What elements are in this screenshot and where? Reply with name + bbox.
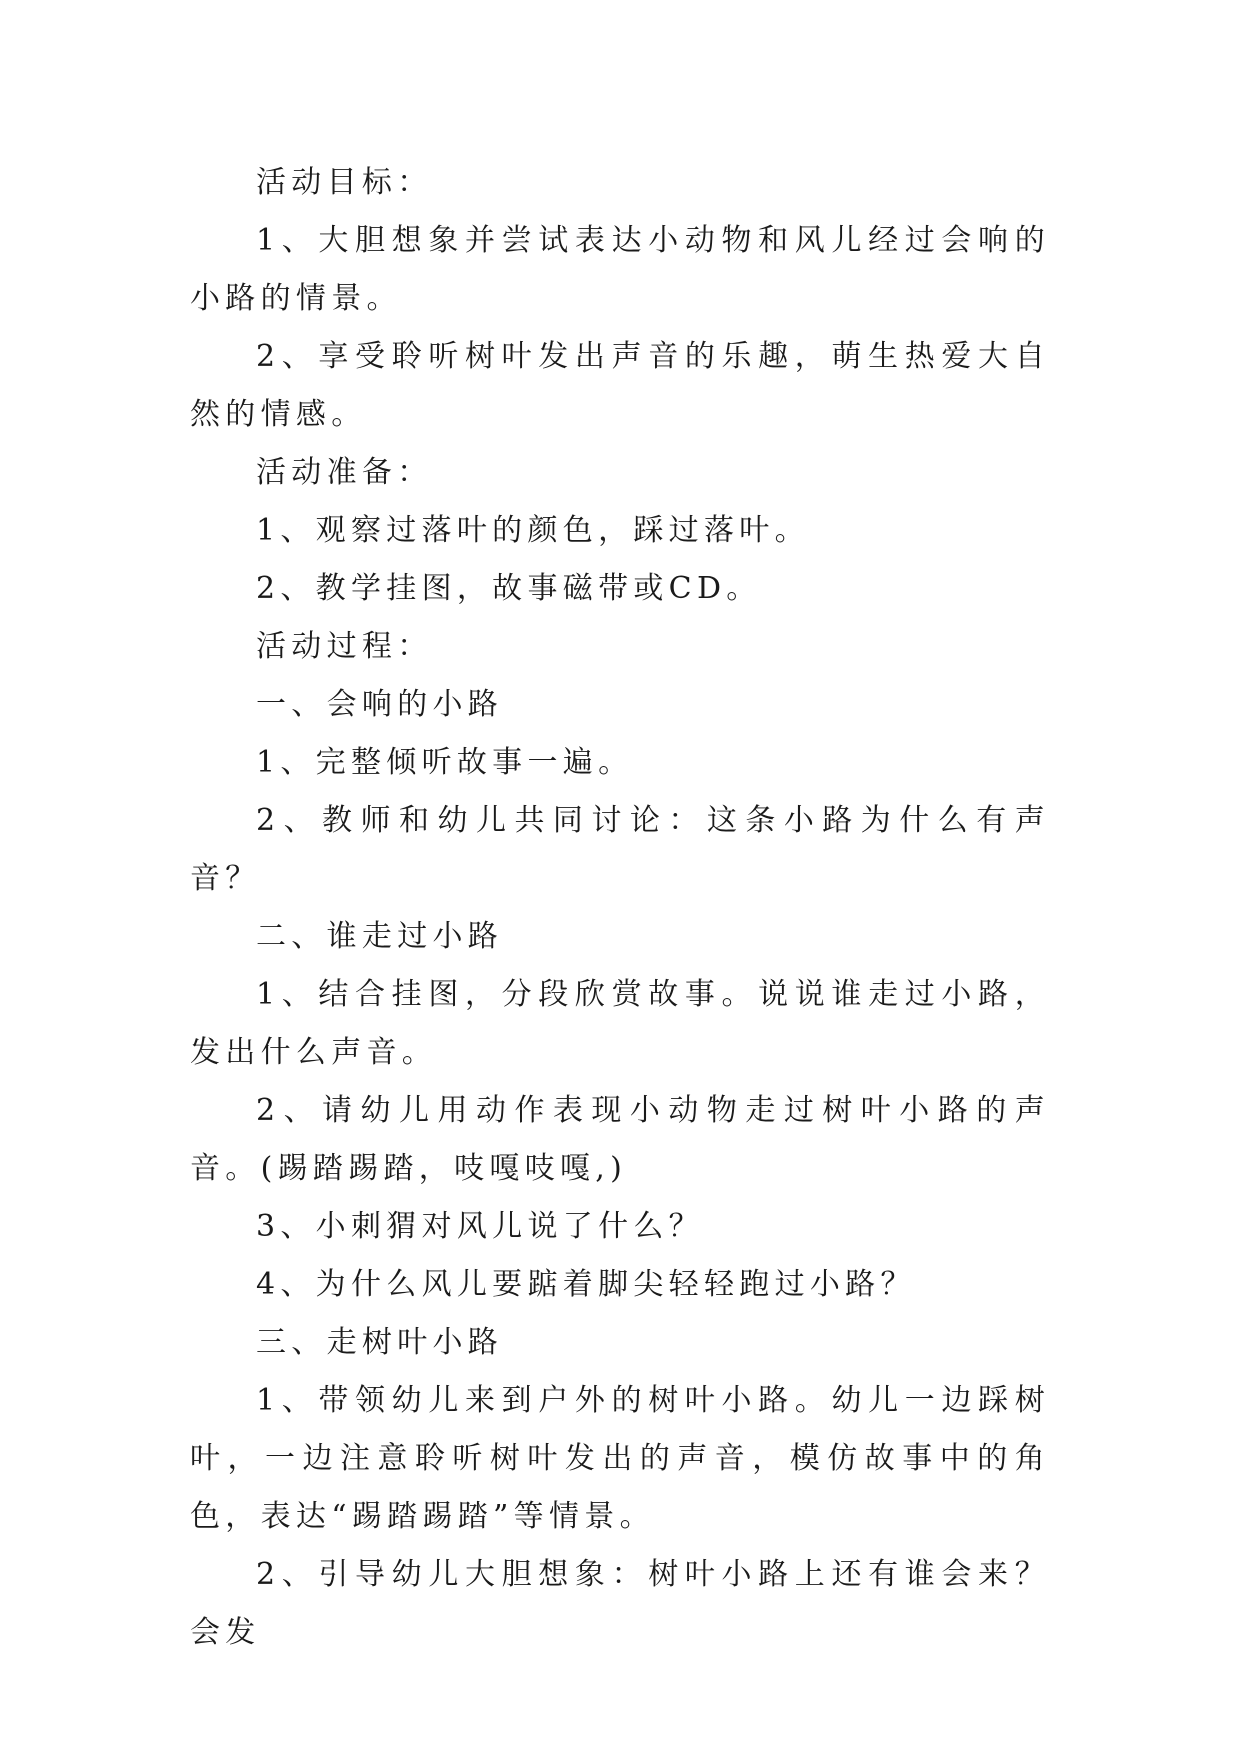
- goal-item-1: 1、大胆想象并尝试表达小动物和风儿经过会响的小路的情景。: [190, 223, 1050, 316]
- process-part-2-item-3: 3、小刺猬对风儿说了什么？: [256, 1209, 704, 1244]
- preparation-item-2: 2、教学挂图，故事磁带或CD。: [256, 571, 762, 606]
- section-heading-preparation: 活动准备：: [256, 455, 433, 490]
- process-part-3-heading: 三、走树叶小路: [256, 1325, 504, 1360]
- process-part-2-item-1: 1、结合挂图，分段欣赏故事。说说谁走过小路，发出什么声音。: [190, 977, 1050, 1070]
- process-part-2-item-2: 2、请幼儿用动作表现小动物走过树叶小路的声音。(踢踏踢踏，吱嘎吱嘎,): [190, 1093, 1050, 1186]
- preparation-item-1: 1、观察过落叶的颜色，踩过落叶。: [256, 513, 810, 548]
- process-part-2-heading: 二、谁走过小路: [256, 919, 504, 954]
- section-heading-goals: 活动目标：: [256, 165, 433, 200]
- process-part-2-item-4: 4、为什么风儿要踮着脚尖轻轻跑过小路？: [256, 1267, 916, 1302]
- goal-item-2: 2、享受聆听树叶发出声音的乐趣，萌生热爱大自然的情感。: [190, 339, 1050, 432]
- process-part-3-item-2: 2、引导幼儿大胆想象：树叶小路上还有谁会来？会发: [190, 1557, 1050, 1650]
- process-part-1-item-2: 2、教师和幼儿共同讨论：这条小路为什么有声音？: [190, 803, 1050, 896]
- process-part-1-item-1: 1、完整倾听故事一遍。: [256, 745, 634, 780]
- section-heading-process: 活动过程：: [256, 629, 433, 664]
- process-part-3-item-1: 1、带领幼儿来到户外的树叶小路。幼儿一边踩树叶，一边注意聆听树叶发出的声音，模仿故事中的角色，表达“踢踏踢踏”等情景。: [190, 1383, 1050, 1534]
- process-part-1-heading: 一、会响的小路: [256, 687, 504, 722]
- document-body: [190, 154, 1050, 1662]
